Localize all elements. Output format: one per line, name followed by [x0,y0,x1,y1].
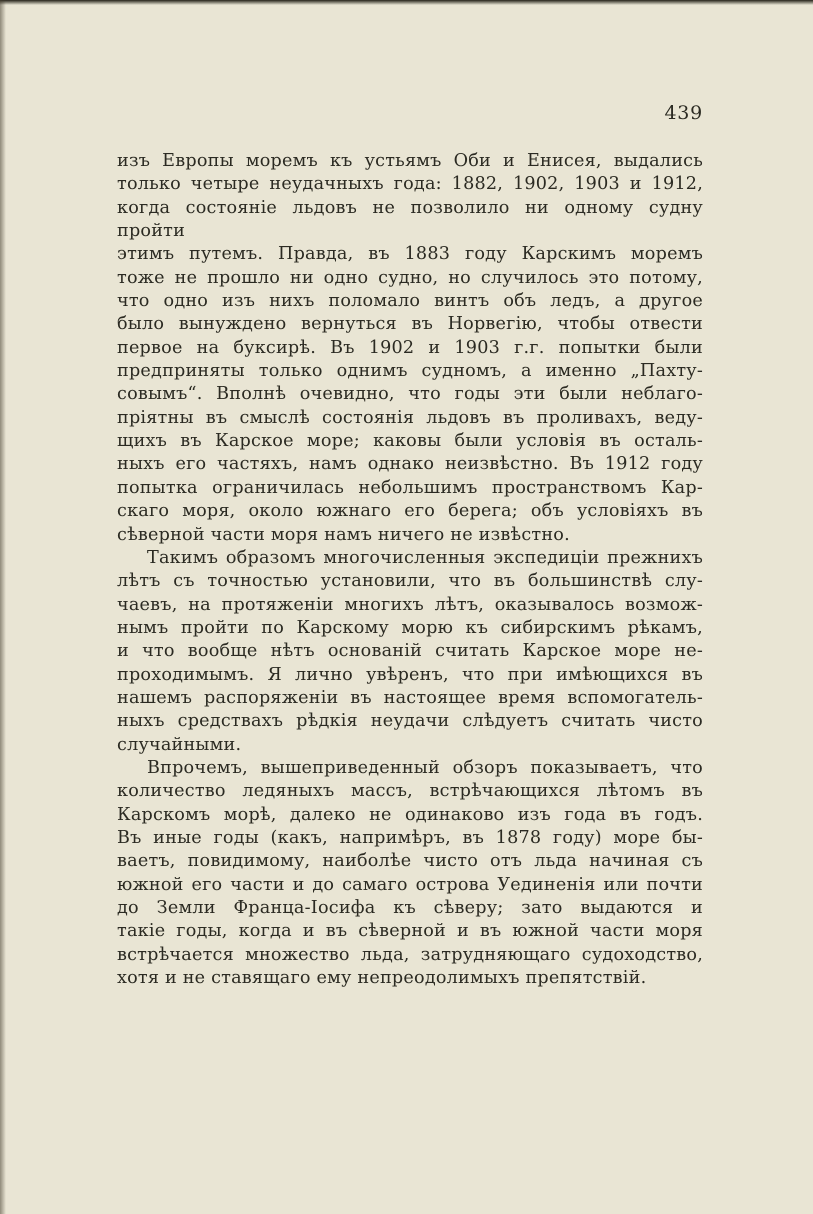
text-line: и что вообще нѣтъ основаній считать Карское море не- [117,641,703,662]
text-line: такіе годы, когда и въ сѣверной и въ южной части моря [117,921,703,942]
text-line: когда состояніе льдовъ не позволило ни одному судну пройти [117,197,703,242]
text-line: ваетъ, повидимому, наиболѣе чисто отъ льда начиная съ [117,851,703,872]
text-line: сѣверной части моря намъ ничего не извѣстно. [117,524,570,545]
text-line: встрѣчается множество льда, затрудняющаго судоходство, [117,944,703,965]
text-line: нымъ пройти по Карскому морю къ сибирскимъ рѣкамъ, [117,617,703,638]
text-line: совымъ“. Вполнѣ очевидно, что годы эти были неблаго- [117,384,703,405]
text-line: первое на буксирѣ. Въ 1902 и 1903 г.г. попытки были [117,337,703,358]
text-line: южной его части и до самаго острова Уединенія или почти [117,874,703,895]
text-line: ныхъ его частяхъ, намъ однако неизвѣстно. Въ 1912 году [117,454,703,475]
text-line: попытка ограничилась небольшимъ пространствомъ Кар- [117,477,703,498]
paragraph [117,547,703,757]
text-block [117,150,703,990]
text-line: этимъ путемъ. Правда, въ 1883 году Карскимъ моремъ [117,244,703,265]
text-line: количество ледяныхъ массъ, встрѣчающихся лѣтомъ въ [117,781,703,802]
text-line: ныхъ средствахъ рѣдкія неудачи слѣдуетъ считать чисто [117,711,703,732]
text-line: Такимъ образомъ многочисленныя экспедиціи прежнихъ [147,547,703,568]
text-line: щихъ въ Карское море; каковы были условія въ осталь- [117,431,703,452]
text-line: изъ Европы моремъ къ устьямъ Оби и Енисея, выдались [117,151,703,171]
text-line: до Земли Франца-Іосифа къ сѣверу; зато выдаются и [117,898,703,918]
text-line: нашемъ распоряженіи въ настоящее время вспомогатель- [117,687,703,708]
text-line: тоже не прошло ни одно судно, но случилось это потому, [117,267,703,288]
page-number: 439 [664,102,703,124]
text-line: скаго моря, около южнаго его берега; объ условіяхъ въ [117,501,703,522]
text-line: случайными. [117,734,242,755]
text-line: хотя и не ставящаго ему непреодолимыхъ препятствій. [117,968,647,989]
paragraph [117,757,703,990]
text-line: чаевъ, на протяженіи многихъ лѣтъ, оказывалось возмож- [117,594,703,615]
text-line: предприняты только однимъ судномъ, а именно „Пахту- [117,361,703,382]
text-line: Карскомъ морѣ, далеко не одинаково изъ года въ годъ. [117,804,703,825]
text-line: пріятны въ смыслѣ состоянія льдовъ въ проливахъ, веду- [117,407,703,428]
text-line: Въ иные годы (какъ, напримѣръ, въ 1878 году) море бы- [117,827,703,848]
text-line: что одно изъ нихъ поломало винтъ объ ледъ, а другое [117,291,703,312]
text-line: проходимымъ. Я лично увѣренъ, что при имѣющихся въ [117,664,703,685]
text-line: только четыре неудачныхъ года: 1882, 1902, 1903 и 1912, [117,174,703,195]
paragraph [117,150,703,547]
text-line: Впрочемъ, вышеприведенный обзоръ показываетъ, что [147,757,703,778]
text-line: было вынуждено вернуться въ Норвегію, чтобы отвести [117,314,703,335]
text-line: лѣтъ съ точностью установили, что въ большинствѣ слу- [117,571,703,592]
